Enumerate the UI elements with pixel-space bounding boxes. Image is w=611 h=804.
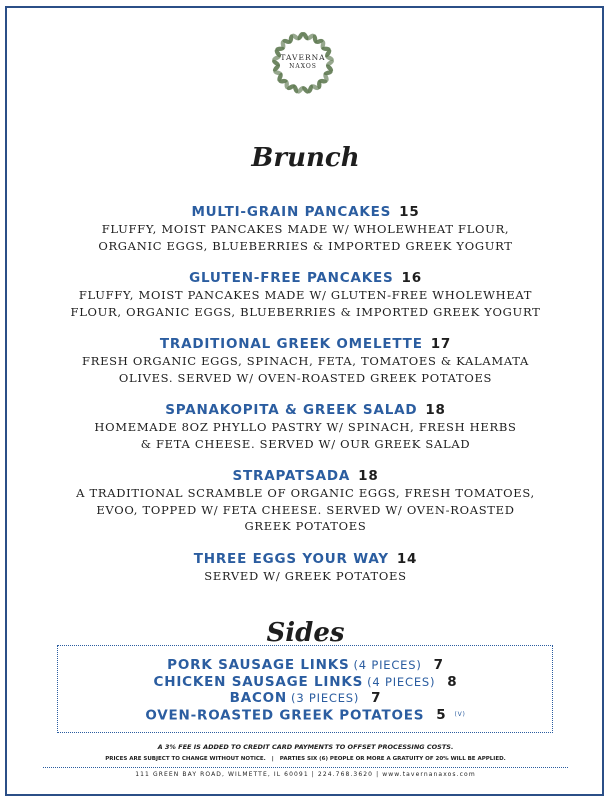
- side-note: (3 PIECES): [291, 691, 360, 705]
- item-description: [61, 287, 551, 320]
- menu-item: [0, 468, 611, 535]
- side-note: (4 PIECES): [353, 658, 422, 672]
- side-name: OVEN-ROASTED GREEK POTATOES: [145, 706, 425, 723]
- brunch-menu-list: [0, 204, 611, 600]
- item-price: 18: [425, 402, 446, 418]
- item-description-line: FLUFFY, MOIST PANCAKES MADE W/ WHOLEWHEAT FLOUR,: [101, 222, 510, 236]
- side-price: 7: [371, 690, 382, 706]
- item-description-line: EVOO, TOPPED W/ FETA CHEESE. SERVED W/ OVEN-ROASTED: [96, 502, 515, 517]
- side-name: CHICKEN SAUSAGE LINKS: [153, 673, 364, 690]
- policy-notices: [0, 756, 611, 762]
- restaurant-logo: [270, 30, 336, 96]
- menu-item: [0, 204, 611, 254]
- item-description-line: GREEK POTATOES: [244, 519, 367, 533]
- side-item: [0, 690, 611, 707]
- item-description: [61, 419, 551, 452]
- item-description-line: OLIVES. SERVED W/ OVEN-ROASTED GREEK POTATOES: [118, 370, 493, 385]
- restaurant-address: 111 GREEN BAY ROAD, WILMETTE, IL 60091 | 224.768.3620 | www.tavernanaxos.com: [135, 771, 476, 778]
- item-name: THREE EGGS YOUR WAY: [193, 550, 389, 567]
- gratuity-notice: PARTIES SIX (6) PEOPLE OR MORE A GRATUITY OF 20% WILL BE APPLIED.: [279, 756, 506, 762]
- side-item: [0, 657, 611, 674]
- side-name: BACON: [229, 690, 288, 706]
- price-change-notice: PRICES ARE SUBJECT TO CHANGE WITHOUT NOTICE.: [105, 756, 266, 762]
- item-price: 17: [430, 336, 452, 352]
- menu-item: [0, 270, 611, 320]
- sides-title: Sides: [266, 618, 345, 648]
- vegan-tag: (V): [454, 710, 466, 718]
- item-description-line: FLUFFY, MOIST PANCAKES MADE W/ GLUTEN-FREE WHOLEWHEAT: [78, 288, 533, 302]
- side-price: 5: [436, 706, 447, 723]
- item-description-line: A TRADITIONAL SCRAMBLE OF ORGANIC EGGS, FRESH TOMATOES,: [76, 486, 535, 500]
- item-description: [61, 485, 551, 535]
- notice-separator: |: [271, 756, 274, 762]
- logo-line-1: TAVERNA: [280, 53, 326, 62]
- item-description-line: FRESH ORGANIC EGGS, SPINACH, FETA, TOMATOES & KALAMATA: [82, 354, 529, 368]
- item-price: 14: [396, 550, 418, 567]
- side-price: 8: [447, 673, 458, 690]
- side-item: [0, 674, 611, 691]
- item-price: 15: [399, 204, 420, 220]
- item-name: SPANAKOPITA & GREEK SALAD: [165, 402, 418, 418]
- item-description: [61, 353, 551, 386]
- menu-item: [0, 336, 611, 386]
- item-name: STRAPATSADA: [232, 468, 351, 484]
- item-description: [61, 221, 551, 254]
- side-name: PORK SAUSAGE LINKS: [167, 657, 350, 673]
- item-description-line: ORGANIC EGGS, BLUEBERRIES & IMPORTED GREEK YOGURT: [98, 238, 513, 253]
- side-price: 7: [433, 657, 444, 673]
- item-description: [61, 568, 551, 585]
- footer-divider: [43, 767, 568, 768]
- menu-item: [0, 402, 611, 452]
- item-description-line: HOMEMADE 8OZ PHYLLO PASTRY W/ SPINACH, FRESH HERBS: [94, 420, 517, 434]
- item-name: GLUTEN-FREE PANCAKES: [189, 270, 394, 286]
- side-note: (4 PIECES): [367, 674, 436, 689]
- credit-card-fee-notice: A 3% FEE IS ADDED TO CREDIT CARD PAYMENTS TO OFFSET PROCESSING COSTS.: [157, 743, 454, 751]
- item-description-line: FLOUR, ORGANIC EGGS, BLUEBERRIES & IMPORTED GREEK YOGURT: [70, 304, 541, 319]
- menu-item: [0, 551, 611, 585]
- logo-line-2: NAXOS: [289, 63, 317, 70]
- item-name: TRADITIONAL GREEK OMELETTE: [159, 336, 423, 352]
- brunch-title: Brunch: [251, 143, 360, 173]
- item-price: 18: [358, 468, 379, 484]
- item-name: MULTI-GRAIN PANCAKES: [191, 204, 392, 220]
- item-description-line: SERVED W/ GREEK POTATOES: [204, 568, 407, 583]
- item-price: 16: [401, 270, 422, 286]
- side-item: [0, 707, 611, 724]
- sides-menu-list: [0, 657, 611, 723]
- item-description-line: & FETA CHEESE. SERVED W/ OUR GREEK SALAD: [140, 436, 471, 451]
